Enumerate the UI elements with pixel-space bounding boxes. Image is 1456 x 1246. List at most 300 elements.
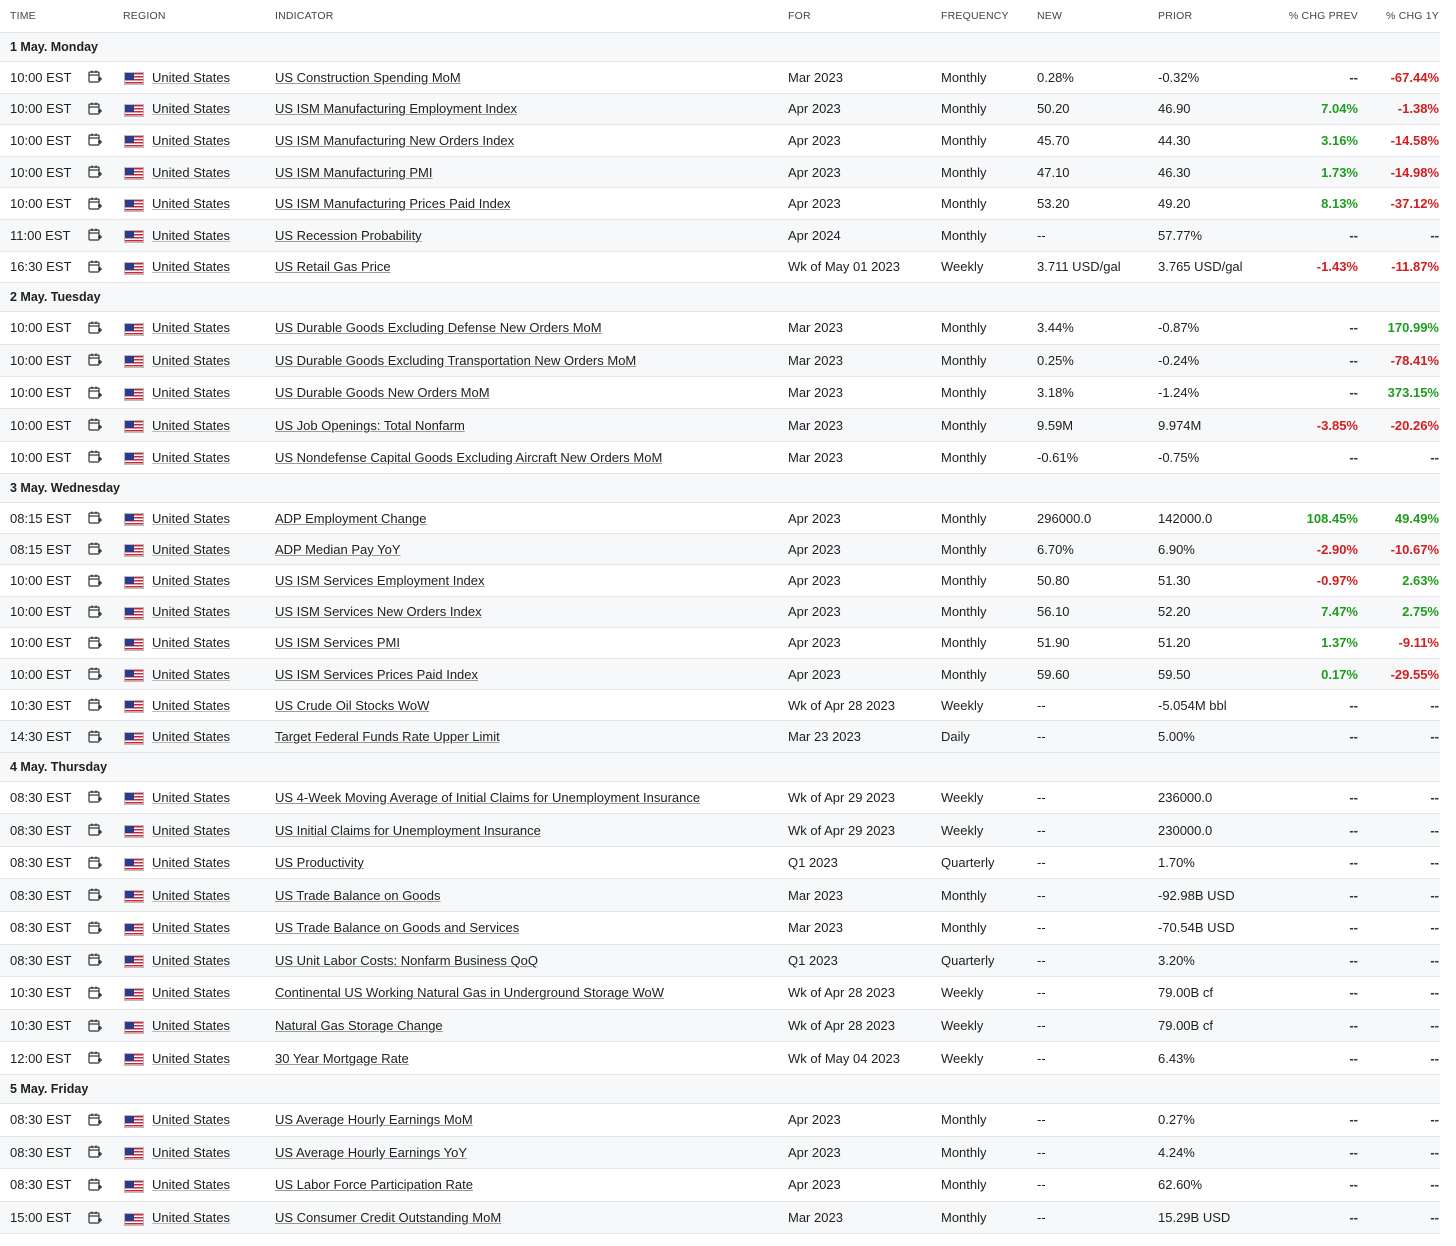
calendar-add-icon[interactable] bbox=[88, 418, 102, 432]
table-row[interactable] bbox=[0, 879, 1440, 912]
frequency: Monthly bbox=[941, 604, 987, 620]
event-time: 08:30 EST bbox=[10, 1144, 72, 1160]
prior-value: 79.00B cf bbox=[1158, 985, 1213, 1001]
chg-prev-value: 8.13% bbox=[1321, 196, 1358, 212]
calendar-add-icon[interactable] bbox=[88, 888, 102, 902]
indicator-link[interactable]: US ISM Manufacturing New Orders Index bbox=[275, 132, 515, 148]
table-row[interactable] bbox=[0, 912, 1440, 945]
chg-1y-value: 373.15% bbox=[1387, 385, 1439, 401]
indicator-link[interactable]: US Initial Claims for Unemployment Insurance bbox=[275, 822, 541, 838]
new-value: 3.711 USD/gal bbox=[1037, 259, 1121, 275]
frequency: Weekly bbox=[941, 822, 984, 838]
period-for: Wk of Apr 28 2023 bbox=[788, 697, 895, 713]
region-link[interactable]: United States bbox=[152, 69, 231, 85]
period-for: Apr 2023 bbox=[788, 510, 841, 526]
new-value: -- bbox=[1037, 985, 1046, 1001]
us-flag-icon bbox=[124, 638, 144, 651]
chg-1y-value: -- bbox=[1430, 449, 1439, 465]
calendar-add-icon[interactable] bbox=[88, 353, 102, 367]
period-for: Wk of May 04 2023 bbox=[788, 1050, 900, 1066]
chg-prev-value: 7.47% bbox=[1321, 604, 1358, 620]
region-link[interactable]: United States bbox=[152, 985, 231, 1001]
col-prior-header[interactable]: PRIOR bbox=[1158, 10, 1193, 22]
day-group-header bbox=[0, 753, 1440, 782]
frequency: Monthly bbox=[941, 164, 987, 180]
region-link[interactable]: United States bbox=[152, 822, 231, 838]
indicator-link[interactable]: US Trade Balance on Goods bbox=[275, 887, 441, 903]
prior-value: -1.24% bbox=[1158, 385, 1200, 401]
period-for: Mar 2023 bbox=[788, 417, 843, 433]
indicator-link[interactable]: US Trade Balance on Goods and Services bbox=[275, 920, 520, 936]
calendar-add-icon[interactable] bbox=[88, 321, 102, 335]
new-value: 53.20 bbox=[1037, 196, 1070, 212]
new-value: 0.28% bbox=[1037, 69, 1074, 85]
table-row[interactable] bbox=[0, 125, 1440, 157]
prior-value: 3.20% bbox=[1158, 952, 1195, 968]
calendar-add-icon[interactable] bbox=[88, 823, 102, 837]
frequency: Daily bbox=[941, 729, 970, 745]
new-value: 3.18% bbox=[1037, 385, 1074, 401]
region-link[interactable]: United States bbox=[152, 352, 231, 368]
table-row[interactable] bbox=[0, 628, 1440, 659]
day-label: 2 May. Tuesday bbox=[10, 290, 101, 305]
period-for: Wk of Apr 28 2023 bbox=[788, 1018, 895, 1034]
us-flag-icon bbox=[124, 230, 144, 243]
calendar-add-icon[interactable] bbox=[88, 574, 102, 588]
new-value: 59.60 bbox=[1037, 666, 1070, 682]
table-row[interactable] bbox=[0, 1042, 1440, 1075]
region-link[interactable]: United States bbox=[152, 635, 231, 651]
indicator-link[interactable]: US Durable Goods New Orders MoM bbox=[275, 385, 490, 401]
calendar-add-icon[interactable] bbox=[88, 1145, 102, 1159]
region-link[interactable]: United States bbox=[152, 196, 231, 212]
calendar-add-icon[interactable] bbox=[88, 1051, 102, 1065]
prior-value: 51.20 bbox=[1158, 635, 1191, 651]
region-link[interactable]: United States bbox=[152, 604, 231, 620]
region-link[interactable]: United States bbox=[152, 101, 231, 117]
table-row[interactable] bbox=[0, 252, 1440, 284]
calendar-add-icon[interactable] bbox=[88, 70, 102, 84]
frequency: Monthly bbox=[941, 920, 987, 936]
table-row[interactable] bbox=[0, 1104, 1440, 1137]
frequency: Quarterly bbox=[941, 855, 995, 871]
new-value: 50.20 bbox=[1037, 101, 1070, 117]
indicator-link[interactable]: US Retail Gas Price bbox=[275, 259, 391, 275]
chg-1y-value: -14.58% bbox=[1390, 132, 1439, 148]
chg-1y-value: -- bbox=[1430, 887, 1439, 903]
event-time: 10:00 EST bbox=[10, 352, 72, 368]
table-row[interactable] bbox=[0, 977, 1440, 1010]
calendar-add-icon[interactable] bbox=[88, 921, 102, 935]
table-row[interactable] bbox=[0, 534, 1440, 565]
indicator-link[interactable]: US 4-Week Moving Average of Initial Claims for Unemployment Insurance bbox=[275, 789, 701, 805]
calendar-add-icon[interactable] bbox=[88, 953, 102, 967]
us-flag-icon bbox=[124, 669, 144, 682]
prior-value: -0.87% bbox=[1158, 320, 1200, 336]
calendar-add-icon[interactable] bbox=[88, 1019, 102, 1033]
calendar-add-icon[interactable] bbox=[88, 386, 102, 400]
chg-1y-value: -20.26% bbox=[1390, 417, 1439, 433]
prior-value: -92.98B USD bbox=[1158, 887, 1235, 903]
us-flag-icon bbox=[124, 262, 144, 275]
calendar-add-icon[interactable] bbox=[88, 790, 102, 804]
frequency: Monthly bbox=[941, 227, 987, 243]
new-value: -- bbox=[1037, 822, 1046, 838]
chg-prev-value: -- bbox=[1349, 985, 1358, 1001]
chg-prev-value: 1.73% bbox=[1321, 164, 1358, 180]
calendar-add-icon[interactable] bbox=[88, 511, 102, 525]
table-row[interactable] bbox=[0, 659, 1440, 690]
region-link[interactable]: United States bbox=[152, 164, 231, 180]
chg-prev-value: -- bbox=[1349, 1112, 1358, 1128]
region-link[interactable]: United States bbox=[152, 920, 231, 936]
new-value: -0.61% bbox=[1037, 449, 1079, 465]
new-value: -- bbox=[1037, 697, 1046, 713]
chg-prev-value: -1.43% bbox=[1316, 259, 1358, 275]
prior-value: -0.24% bbox=[1158, 352, 1200, 368]
us-flag-icon bbox=[124, 576, 144, 589]
chg-prev-value: 0.17% bbox=[1321, 666, 1358, 682]
indicator-link[interactable]: 30 Year Mortgage Rate bbox=[275, 1050, 409, 1066]
us-flag-icon bbox=[124, 923, 144, 936]
indicator-link[interactable]: ADP Median Pay YoY bbox=[275, 541, 401, 557]
us-flag-icon bbox=[124, 167, 144, 180]
indicator-link[interactable]: Continental US Working Natural Gas in Underground Storage WoW bbox=[275, 985, 664, 1001]
calendar-add-icon[interactable] bbox=[88, 667, 102, 681]
indicator-link[interactable]: US Productivity bbox=[275, 855, 364, 871]
chg-1y-value: -- bbox=[1430, 822, 1439, 838]
calendar-add-icon[interactable] bbox=[88, 986, 102, 1000]
region-link[interactable]: United States bbox=[152, 855, 231, 871]
event-time: 08:30 EST bbox=[10, 952, 72, 968]
table-row[interactable] bbox=[0, 1169, 1440, 1202]
calendar-add-icon[interactable] bbox=[88, 133, 102, 147]
table-row[interactable] bbox=[0, 94, 1440, 126]
frequency: Weekly bbox=[941, 1050, 984, 1066]
chg-prev-value: -3.85% bbox=[1316, 417, 1358, 433]
prior-value: -70.54B USD bbox=[1158, 920, 1235, 936]
indicator-link[interactable]: US Construction Spending MoM bbox=[275, 69, 461, 85]
event-time: 10:00 EST bbox=[10, 573, 72, 589]
chg-prev-value: -- bbox=[1349, 1144, 1358, 1160]
event-time: 10:00 EST bbox=[10, 417, 72, 433]
prior-value: 1.70% bbox=[1158, 855, 1195, 871]
calendar-add-icon[interactable] bbox=[88, 636, 102, 650]
region-link[interactable]: United States bbox=[152, 666, 231, 682]
calendar-add-icon[interactable] bbox=[88, 1178, 102, 1192]
chg-1y-value: 2.75% bbox=[1402, 604, 1439, 620]
region-link[interactable]: United States bbox=[152, 259, 231, 275]
table-row[interactable] bbox=[0, 597, 1440, 628]
region-link[interactable]: United States bbox=[152, 510, 231, 526]
new-value: -- bbox=[1037, 1177, 1046, 1193]
prior-value: 46.30 bbox=[1158, 164, 1191, 180]
prior-value: 9.974M bbox=[1158, 417, 1202, 433]
calendar-add-icon[interactable] bbox=[88, 1113, 102, 1127]
col-time-header[interactable]: TIME bbox=[10, 10, 36, 22]
table-row[interactable] bbox=[0, 847, 1440, 880]
chg-1y-value: -- bbox=[1430, 729, 1439, 745]
chg-prev-value: -- bbox=[1349, 320, 1358, 336]
us-flag-icon bbox=[124, 890, 144, 903]
frequency: Monthly bbox=[941, 1177, 987, 1193]
region-link[interactable]: United States bbox=[152, 729, 231, 745]
us-flag-icon bbox=[124, 955, 144, 968]
region-link[interactable]: United States bbox=[152, 417, 231, 433]
chg-prev-value: -- bbox=[1349, 729, 1358, 745]
event-time: 08:30 EST bbox=[10, 789, 72, 805]
table-row[interactable] bbox=[0, 377, 1440, 409]
col-frequency-header[interactable]: FREQUENCY bbox=[941, 10, 1009, 22]
calendar-add-icon[interactable] bbox=[88, 260, 102, 274]
region-link[interactable]: United States bbox=[152, 1018, 231, 1034]
calendar-add-icon[interactable] bbox=[88, 228, 102, 242]
table-row[interactable] bbox=[0, 1137, 1440, 1170]
chg-1y-value: -9.11% bbox=[1398, 635, 1439, 651]
region-link[interactable]: United States bbox=[152, 132, 231, 148]
new-value: -- bbox=[1037, 1144, 1046, 1160]
period-for: Mar 2023 bbox=[788, 887, 843, 903]
table-row[interactable] bbox=[0, 409, 1440, 441]
indicator-link[interactable]: US ISM Services Employment Index bbox=[275, 573, 485, 589]
period-for: Apr 2024 bbox=[788, 227, 841, 243]
frequency: Monthly bbox=[941, 417, 987, 433]
indicator-link[interactable]: US Nondefense Capital Goods Excluding Aircraft New Orders MoM bbox=[275, 449, 663, 465]
table-row[interactable] bbox=[0, 565, 1440, 596]
indicator-link[interactable]: US Recession Probability bbox=[275, 227, 422, 243]
table-row[interactable] bbox=[0, 312, 1440, 344]
us-flag-icon bbox=[124, 355, 144, 368]
region-link[interactable]: United States bbox=[152, 385, 231, 401]
us-flag-icon bbox=[124, 544, 144, 557]
new-value: 56.10 bbox=[1037, 604, 1070, 620]
chg-prev-value: -- bbox=[1349, 855, 1358, 871]
indicator-link[interactable]: US ISM Manufacturing Employment Index bbox=[275, 101, 518, 117]
event-time: 10:00 EST bbox=[10, 604, 72, 620]
region-link[interactable]: United States bbox=[152, 573, 231, 589]
prior-value: 79.00B cf bbox=[1158, 1018, 1213, 1034]
event-time: 11:00 EST bbox=[10, 227, 71, 243]
col-new-header[interactable]: NEW bbox=[1037, 10, 1063, 22]
period-for: Mar 2023 bbox=[788, 385, 843, 401]
us-flag-icon bbox=[124, 388, 144, 401]
new-value: 47.10 bbox=[1037, 164, 1070, 180]
chg-1y-value: -- bbox=[1430, 920, 1439, 936]
chg-1y-value: -14.98% bbox=[1390, 164, 1439, 180]
event-time: 08:30 EST bbox=[10, 887, 72, 903]
table-body bbox=[0, 33, 1456, 1234]
indicator-link[interactable]: US Average Hourly Earnings YoY bbox=[275, 1144, 467, 1160]
calendar-add-icon[interactable] bbox=[88, 1211, 102, 1225]
period-for: Mar 2023 bbox=[788, 449, 843, 465]
chg-1y-value: -- bbox=[1430, 1177, 1439, 1193]
region-link[interactable]: United States bbox=[152, 320, 231, 336]
indicator-link[interactable]: US ISM Services New Orders Index bbox=[275, 604, 482, 620]
chg-1y-value: -37.12% bbox=[1390, 196, 1439, 212]
table-row[interactable] bbox=[0, 1202, 1440, 1235]
indicator-link[interactable]: Natural Gas Storage Change bbox=[275, 1018, 443, 1034]
chg-prev-value: -- bbox=[1349, 789, 1358, 805]
indicator-link[interactable]: US Crude Oil Stocks WoW bbox=[275, 697, 430, 713]
chg-1y-value: -78.41% bbox=[1390, 352, 1439, 368]
frequency: Monthly bbox=[941, 385, 987, 401]
table-row[interactable] bbox=[0, 782, 1440, 815]
indicator-link[interactable]: US ISM Services Prices Paid Index bbox=[275, 666, 479, 682]
chg-prev-value: 3.16% bbox=[1321, 132, 1358, 148]
event-time: 10:00 EST bbox=[10, 320, 72, 336]
chg-1y-value: 49.49% bbox=[1394, 510, 1439, 526]
chg-prev-value: -2.90% bbox=[1316, 541, 1358, 557]
prior-value: 3.765 USD/gal bbox=[1158, 259, 1243, 275]
calendar-add-icon[interactable] bbox=[88, 856, 102, 870]
region-link[interactable]: United States bbox=[152, 887, 231, 903]
region-link[interactable]: United States bbox=[152, 1112, 231, 1128]
table-row[interactable] bbox=[0, 503, 1440, 534]
us-flag-icon bbox=[124, 513, 144, 526]
prior-value: 44.30 bbox=[1158, 132, 1191, 148]
frequency: Monthly bbox=[941, 666, 987, 682]
chg-prev-value: 1.37% bbox=[1321, 635, 1358, 651]
chg-1y-value: -- bbox=[1430, 952, 1439, 968]
event-time: 10:00 EST bbox=[10, 196, 72, 212]
period-for: Apr 2023 bbox=[788, 604, 841, 620]
calendar-add-icon[interactable] bbox=[88, 605, 102, 619]
table-row[interactable] bbox=[0, 62, 1440, 94]
col-chg-prev-header[interactable]: % CHG PREV bbox=[1288, 10, 1358, 22]
indicator-link[interactable]: US ISM Manufacturing PMI bbox=[275, 164, 433, 180]
table-header bbox=[0, 0, 1440, 33]
chg-prev-value: -- bbox=[1349, 697, 1358, 713]
table-row[interactable] bbox=[0, 220, 1440, 252]
prior-value: 5.00% bbox=[1158, 729, 1195, 745]
region-link[interactable]: United States bbox=[152, 789, 231, 805]
event-time: 10:00 EST bbox=[10, 666, 72, 682]
region-link[interactable]: United States bbox=[152, 697, 231, 713]
event-time: 10:00 EST bbox=[10, 69, 72, 85]
us-flag-icon bbox=[124, 792, 144, 805]
table-row[interactable] bbox=[0, 1010, 1440, 1043]
period-for: Apr 2023 bbox=[788, 573, 841, 589]
frequency: Weekly bbox=[941, 1018, 984, 1034]
calendar-add-icon[interactable] bbox=[88, 197, 102, 211]
indicator-link[interactable]: Target Federal Funds Rate Upper Limit bbox=[275, 729, 500, 745]
calendar-add-icon[interactable] bbox=[88, 165, 102, 179]
frequency: Monthly bbox=[941, 196, 987, 212]
region-link[interactable]: United States bbox=[152, 952, 231, 968]
us-flag-icon bbox=[124, 323, 144, 336]
table-row[interactable] bbox=[0, 442, 1440, 474]
frequency: Quarterly bbox=[941, 952, 995, 968]
us-flag-icon bbox=[124, 700, 144, 713]
region-link[interactable]: United States bbox=[152, 541, 231, 557]
frequency: Monthly bbox=[941, 132, 987, 148]
us-flag-icon bbox=[124, 1115, 144, 1128]
frequency: Weekly bbox=[941, 789, 984, 805]
chg-1y-value: -- bbox=[1430, 789, 1439, 805]
event-time: 10:00 EST bbox=[10, 164, 72, 180]
new-value: -- bbox=[1037, 789, 1046, 805]
period-for: Mar 2023 bbox=[788, 352, 843, 368]
day-label: 5 May. Friday bbox=[10, 1081, 89, 1096]
table-row[interactable] bbox=[0, 157, 1440, 189]
indicator-link[interactable]: US Job Openings: Total Nonfarm bbox=[275, 417, 465, 433]
region-link[interactable]: United States bbox=[152, 1177, 231, 1193]
region-link[interactable]: United States bbox=[152, 1210, 231, 1226]
region-link[interactable]: United States bbox=[152, 227, 231, 243]
period-for: Apr 2023 bbox=[788, 541, 841, 557]
new-value: 6.70% bbox=[1037, 541, 1074, 557]
us-flag-icon bbox=[124, 1180, 144, 1193]
table-row[interactable] bbox=[0, 945, 1440, 978]
indicator-link[interactable]: US Unit Labor Costs: Nonfarm Business QoQ bbox=[275, 952, 538, 968]
indicator-link[interactable]: US Durable Goods Excluding Defense New Orders MoM bbox=[275, 320, 602, 336]
indicator-link[interactable]: US Labor Force Participation Rate bbox=[275, 1177, 473, 1193]
period-for: Mar 2023 bbox=[788, 920, 843, 936]
event-time: 16:30 EST bbox=[10, 259, 72, 275]
table-row[interactable] bbox=[0, 690, 1440, 721]
us-flag-icon bbox=[124, 1053, 144, 1066]
frequency: Monthly bbox=[941, 101, 987, 117]
col-region-header[interactable]: REGION bbox=[123, 10, 166, 22]
period-for: Q1 2023 bbox=[788, 855, 838, 871]
period-for: Apr 2023 bbox=[788, 196, 841, 212]
chg-prev-value: -- bbox=[1349, 227, 1358, 243]
calendar-add-icon[interactable] bbox=[88, 450, 102, 464]
indicator-link[interactable]: US ISM Manufacturing Prices Paid Index bbox=[275, 196, 511, 212]
chg-prev-value: -- bbox=[1349, 352, 1358, 368]
col-for-header[interactable]: FOR bbox=[788, 10, 811, 22]
chg-1y-value: -11.87% bbox=[1391, 259, 1439, 275]
table-row[interactable] bbox=[0, 814, 1440, 847]
new-value: -- bbox=[1037, 1112, 1046, 1128]
table-row[interactable] bbox=[0, 721, 1440, 752]
col-chg-1y-header[interactable]: % CHG 1Y bbox=[1386, 10, 1439, 22]
indicator-link[interactable]: US Consumer Credit Outstanding MoM bbox=[275, 1210, 502, 1226]
calendar-add-icon[interactable] bbox=[88, 698, 102, 712]
calendar-add-icon[interactable] bbox=[88, 102, 102, 116]
chg-1y-value: -10.67% bbox=[1390, 541, 1439, 557]
indicator-link[interactable]: ADP Employment Change bbox=[275, 510, 427, 526]
prior-value: 4.24% bbox=[1158, 1144, 1195, 1160]
table-row[interactable] bbox=[0, 188, 1440, 220]
table-row[interactable] bbox=[0, 345, 1440, 377]
calendar-add-icon[interactable] bbox=[88, 730, 102, 744]
indicator-link[interactable]: US ISM Services PMI bbox=[275, 635, 400, 651]
frequency: Monthly bbox=[941, 69, 987, 85]
indicator-link[interactable]: US Average Hourly Earnings MoM bbox=[275, 1112, 473, 1128]
chg-prev-value: -- bbox=[1349, 920, 1358, 936]
us-flag-icon bbox=[124, 1213, 144, 1226]
us-flag-icon bbox=[124, 452, 144, 465]
new-value: -- bbox=[1037, 227, 1046, 243]
chg-prev-value: -- bbox=[1349, 1177, 1358, 1193]
region-link[interactable]: United States bbox=[152, 1050, 231, 1066]
frequency: Monthly bbox=[941, 887, 987, 903]
chg-prev-value: -- bbox=[1349, 449, 1358, 465]
region-link[interactable]: United States bbox=[152, 449, 231, 465]
frequency: Weekly bbox=[941, 697, 984, 713]
chg-prev-value: -- bbox=[1349, 887, 1358, 903]
event-time: 12:00 EST bbox=[10, 1050, 72, 1066]
us-flag-icon bbox=[124, 135, 144, 148]
day-label: 4 May. Thursday bbox=[10, 759, 108, 774]
period-for: Apr 2023 bbox=[788, 1144, 841, 1160]
period-for: Apr 2023 bbox=[788, 132, 841, 148]
indicator-link[interactable]: US Durable Goods Excluding Transportation New Orders MoM bbox=[275, 352, 637, 368]
calendar-add-icon[interactable] bbox=[88, 542, 102, 556]
region-link[interactable]: United States bbox=[152, 1144, 231, 1160]
col-indicator-header[interactable]: INDICATOR bbox=[275, 10, 334, 22]
